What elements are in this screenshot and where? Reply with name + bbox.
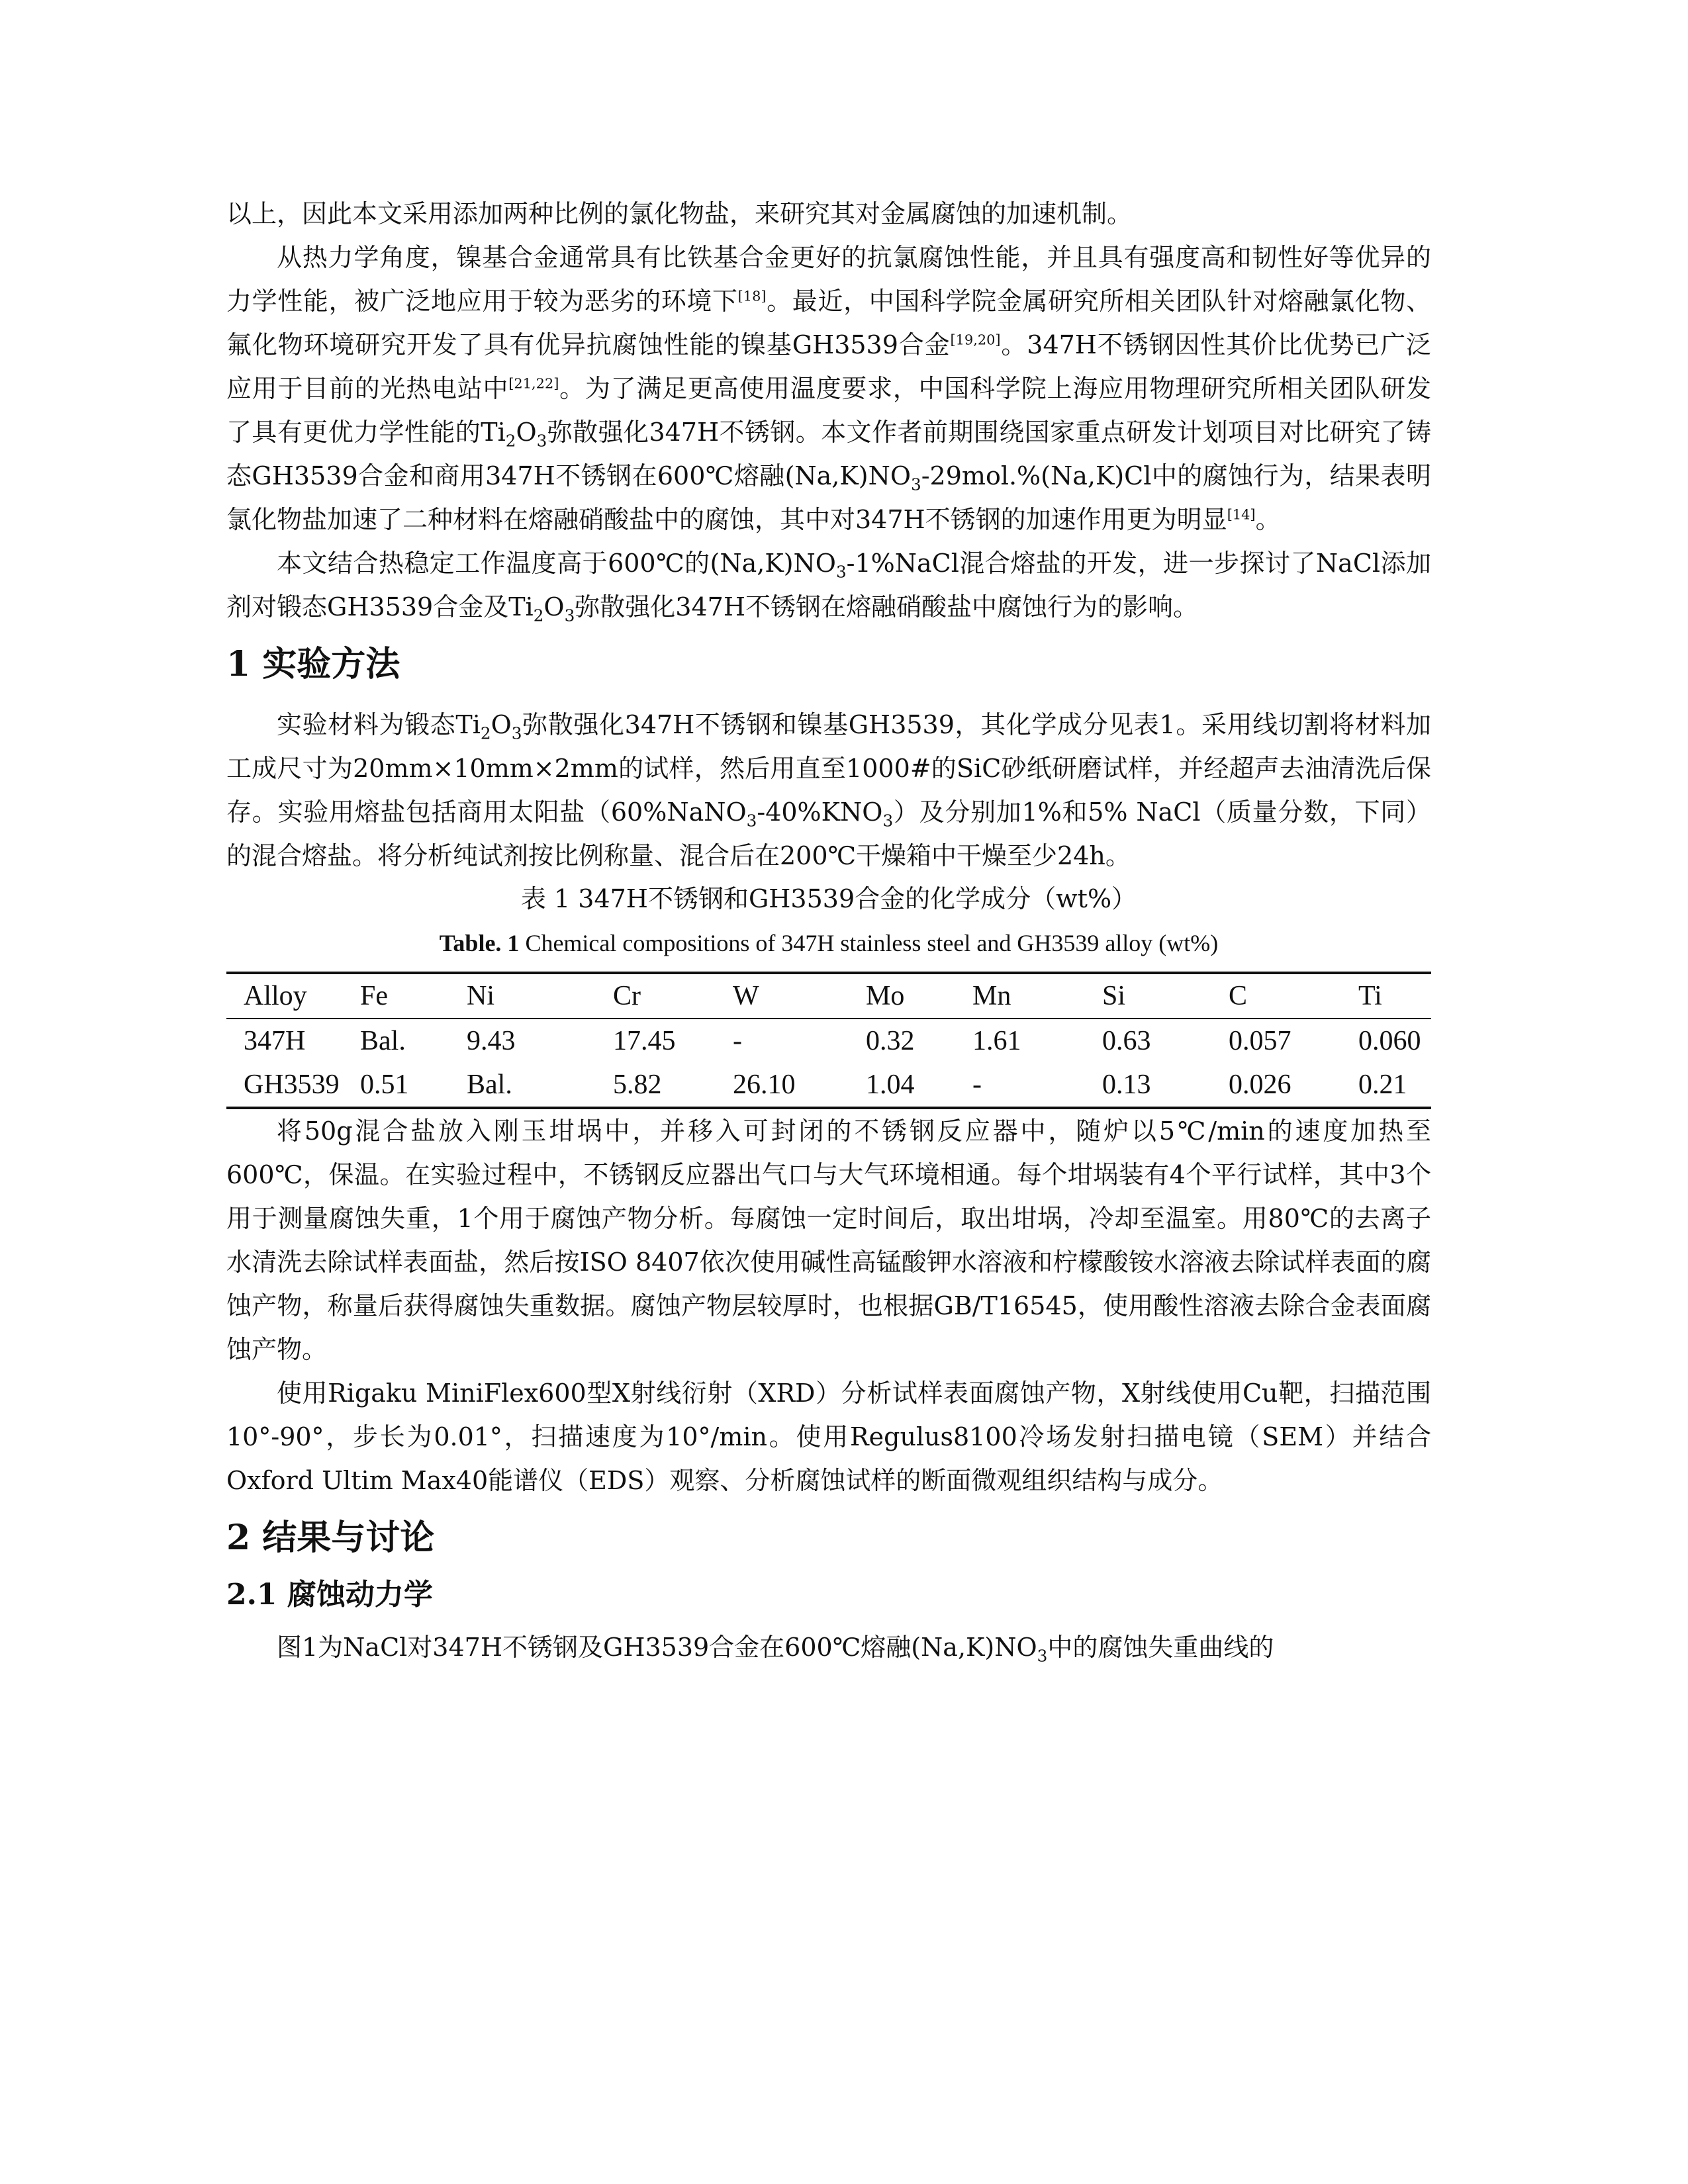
text-run: -40%KNO — [757, 797, 883, 827]
table-header-cell: Ni — [467, 981, 494, 1011]
subscript: 2 — [533, 606, 544, 625]
table-caption-english — [226, 927, 1431, 960]
table-cell: 0.060 — [1358, 1026, 1421, 1056]
paragraph-objective — [226, 541, 1431, 629]
subscript: 2 — [480, 723, 491, 743]
table-cell: - — [972, 1069, 982, 1100]
text-run: 中的腐蚀失重曲线的 — [1047, 1633, 1274, 1662]
text-run: 弥散强化347H不锈钢。本文作者前期围绕国家重点研发计划项目对比研究了铸态GH3539合金和商用347H不锈钢在600℃熔融(Na,K)NO — [226, 418, 1431, 490]
table-header-cell: Mo — [866, 981, 905, 1011]
text-run: 图1为NaCl对347H不锈钢及GH3539合金在600℃熔融(Na,K)NO — [277, 1633, 1037, 1662]
table-cell: 9.43 — [467, 1026, 516, 1056]
citation-ref[interactable]: [19,20] — [950, 332, 1001, 348]
paragraph-thermodynamics — [226, 236, 1431, 541]
paragraph-characterization: 使用Rigaku MiniFlex600型X射线衍射（XRD）分析试样表面腐蚀产物，X射线使用Cu靶，扫描范围10°-90°，步长为0.01°，扫描速度为10°/min。使用Regulus8100冷场发射扫描电镜（SEM）并结合Oxford Ultim Max40能谱仪（EDS）观察、分析腐蚀试样的断面微观组织结构与成分。 — [226, 1379, 1431, 1495]
subscript: 3 — [536, 431, 547, 451]
table-row — [226, 1063, 1431, 1108]
table-cell: 17.45 — [613, 1026, 676, 1056]
table-cell: 1.61 — [972, 1026, 1021, 1056]
table-header-cell: C — [1229, 981, 1248, 1011]
table-cell: - — [733, 1026, 742, 1056]
text-run: 从热力学角度，镍基合金通常具有比铁基合金更好的抗氯腐蚀性能，并且具有强度高和韧性好等优异的力学性能，被广泛地应用于较为恶劣的环境下 — [226, 243, 1431, 316]
subscript: 3 — [911, 475, 921, 494]
subscript: 3 — [746, 811, 757, 831]
table-header-cell: Fe — [360, 981, 388, 1011]
text-run: 。为了满足更高使用温度要求，中国科学院上海应用物理研究所相关团队研发了具有更优力学性能的Ti — [226, 374, 1431, 447]
text-run: 弥散强化347H不锈钢和镍基GH3539，其化学成分见表1。采用线切割将材料加工成尺寸为20mm×10mm×2mm的试样，然后用直至1000#的SiC砂纸研磨试样，并经超声去油清洗后保存。实验用熔盐包括商用太阳盐（60%NaNO — [226, 710, 1432, 827]
table-cell: 0.63 — [1102, 1026, 1151, 1056]
table-caption-text: Chemical compositions of 347H stainless steel and GH3539 alloy (wt%) — [519, 930, 1219, 956]
table-cell: Bal. — [360, 1026, 406, 1056]
table-header-cell: Cr — [613, 981, 641, 1011]
text-run: O — [543, 592, 565, 621]
table-cell: 26.10 — [733, 1069, 796, 1100]
text-run: ）及分别加1%和5% NaCl（质量分数，下同）的混合熔盐。将分析纯试剂按比例称量、混合后在200℃干燥箱中干燥至少24h。 — [226, 797, 1431, 870]
text-run: 本文结合热稳定工作温度高于600℃的(Na,K)NO — [277, 549, 836, 578]
table-header-row — [226, 973, 1431, 1019]
table-cell: 0.32 — [866, 1026, 915, 1056]
citation-ref[interactable]: [21,22] — [508, 375, 559, 392]
citation-ref[interactable]: [18] — [737, 288, 767, 304]
text-run: 。 — [1255, 505, 1281, 534]
paragraph-figure-intro — [226, 1625, 1431, 1669]
table-cell: 0.21 — [1358, 1069, 1407, 1100]
section-heading-results: 2 结果与讨论 — [226, 1518, 435, 1558]
text-run: O — [491, 710, 512, 739]
table-header-cell: Alloy — [244, 981, 307, 1011]
table-header-cell: Ti — [1358, 981, 1382, 1011]
table-cell: 0.026 — [1229, 1069, 1291, 1100]
text-run: 实验材料为锻态Ti — [277, 710, 481, 739]
paragraph-procedure: 将50g混合盐放入刚玉坩埚中，并移入可封闭的不锈钢反应器中，随炉以5℃/min的速度加热至600℃，保温。在实验过程中，不锈钢反应器出气口与大气环境相通。每个坩埚装有4个平行试样，其中3个用于测量腐蚀失重，1个用于腐蚀产物分析。每腐蚀一定时间后，取出坩埚，冷却至温室。用80℃的去离子水清洗去除试样表面盐，然后按ISO 8407依次使用碱性高锰酸钾水溶液和柠檬酸铵水溶液去除试样表面的腐蚀产物，称量后获得腐蚀失重数据。腐蚀产物层较厚时，也根据GB/T16545，使用酸性溶液去除合金表面腐蚀产物。 — [226, 1116, 1431, 1364]
table-row — [226, 1019, 1431, 1063]
subscript: 3 — [511, 723, 522, 743]
text-run: 。347H不锈钢因性其价比优势已广泛应用于目前的光热电站中 — [226, 330, 1431, 403]
table-label: Table. 1 — [439, 930, 520, 956]
table-header-cell: Si — [1102, 981, 1126, 1011]
subscript: 3 — [564, 606, 575, 625]
paragraph-intro-end: 以上，因此本文采用添加两种比例的氯化物盐，来研究其对金属腐蚀的加速机制。 — [226, 199, 1133, 228]
table-header-cell: Mn — [972, 981, 1011, 1011]
text-run: -29mol.%(Na,K)Cl中的腐蚀行为，结果表明氯化物盐加速了二种材料在熔融硝酸盐中的腐蚀，其中对347H不锈钢的加速作用更为明显 — [226, 461, 1431, 534]
subscript: 3 — [1037, 1646, 1048, 1666]
page-body — [226, 192, 1431, 1669]
subsection-heading-kinetics: 2.1 腐蚀动力学 — [226, 1578, 433, 1612]
table-cell: Bal. — [467, 1069, 512, 1100]
text-run: O — [516, 418, 537, 447]
text-run: 。最近，中国科学院金属研究所相关团队针对熔融氯化物、氟化物环境研究开发了具有优异抗腐蚀性能的镍基GH3539合金 — [226, 287, 1431, 359]
table-header-cell: W — [733, 981, 759, 1011]
citation-ref[interactable]: [14] — [1227, 506, 1256, 523]
composition-table — [226, 972, 1431, 1109]
subscript: 2 — [505, 431, 516, 451]
table-cell: 0.13 — [1102, 1069, 1151, 1100]
table-cell: 5.82 — [613, 1069, 662, 1100]
table-cell: GH3539 — [244, 1069, 340, 1100]
text-run: 弥散强化347H不锈钢在熔融硝酸盐中腐蚀行为的影响。 — [575, 592, 1198, 621]
table-cell: 347H — [244, 1026, 306, 1056]
subscript: 3 — [882, 811, 894, 831]
subscript: 3 — [835, 562, 847, 582]
table-caption-chinese: 表 1 347H不锈钢和GH3539合金的化学成分（wt%） — [520, 884, 1137, 913]
table-cell: 0.51 — [360, 1069, 409, 1100]
table-cell: 1.04 — [866, 1069, 915, 1100]
table-cell: 0.057 — [1229, 1026, 1291, 1056]
paragraph-materials — [226, 703, 1431, 878]
section-heading-methods: 1 实验方法 — [226, 644, 400, 684]
text-run: -1%NaCl混合熔盐的开发，进一步探讨了NaCl添加剂对锻态GH3539合金及Ti — [226, 549, 1431, 621]
